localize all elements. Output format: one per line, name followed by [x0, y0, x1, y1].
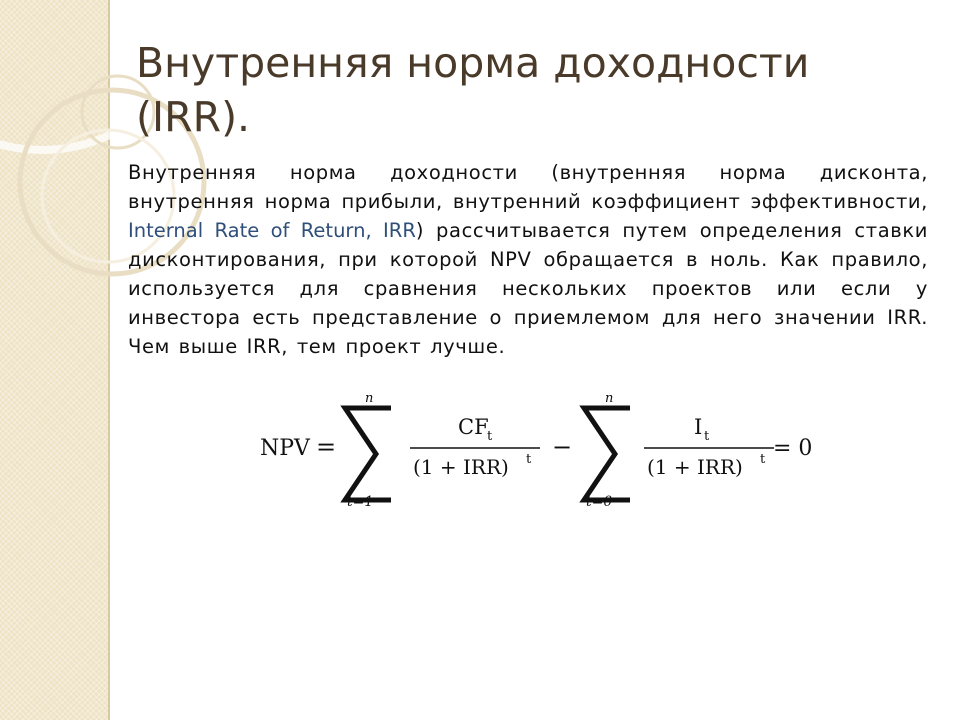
paragraph-part-2: ) рассчитывается путем определения ставки дисконтирования, при которой NPV обращается в ноль. Как правило, используется для сравнения нескольких проектов или если у инвестора есть представление о приемлемом для него значении IRR. Чем выше IRR, тем проект лучше.: [128, 219, 928, 358]
sum1-numerator-subscript: t: [487, 429, 493, 444]
formula-lhs: NPV: [260, 436, 310, 461]
sum2-numerator-subscript: t: [704, 429, 710, 444]
sum2-lower-limit: t=0: [586, 494, 613, 510]
sum2-numerator: I: [694, 415, 703, 439]
formula-rhs: = 0: [773, 436, 813, 461]
english-term: Internal Rate of Return, IRR: [128, 219, 416, 242]
slide-paragraph: [128, 158, 928, 361]
sum1-upper-limit: n: [365, 391, 374, 406]
sum1-sigma-icon: [345, 408, 391, 500]
paragraph-part-1: Внутренняя норма доходности (внутренняя норма дисконта, внутренняя норма прибыли, внутренний коэффициент эффективности,: [128, 161, 928, 213]
sum1-numerator: CF: [458, 415, 489, 439]
npv-formula: [258, 390, 828, 515]
sum2-denominator: (1 + IRR): [647, 455, 743, 479]
sum1-denominator: (1 + IRR): [413, 455, 509, 479]
sum2-upper-limit: n: [605, 391, 614, 406]
formula-minus: −: [552, 433, 573, 461]
formula-equals: =: [316, 433, 337, 461]
slide-title: Внутренняя норма доходности (IRR).: [136, 39, 810, 141]
sum2-sigma-icon: [584, 408, 630, 500]
sum1-denominator-superscript: t: [526, 452, 532, 467]
sum2-denominator-superscript: t: [760, 452, 766, 467]
sum1-lower-limit: t=1: [347, 494, 374, 510]
